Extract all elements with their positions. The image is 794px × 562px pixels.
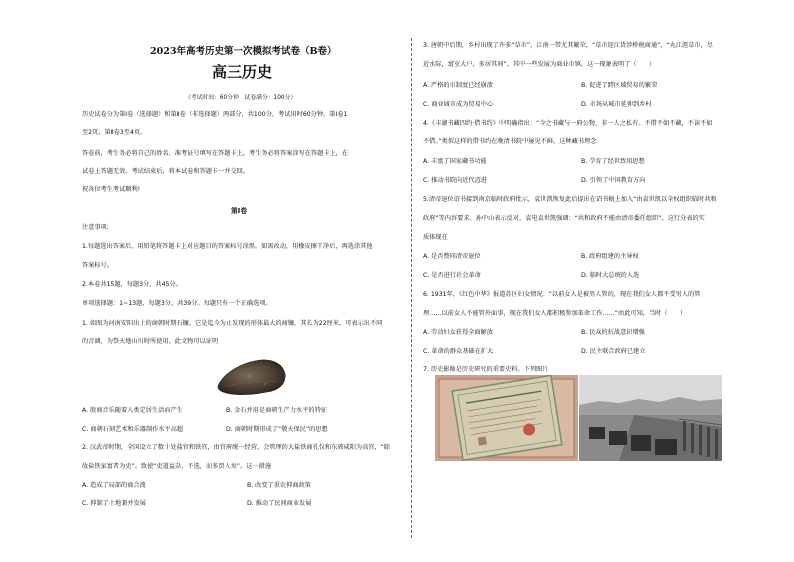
q1-option-d[interactable]: D. 商朝时期形成了“敬天保民”的思想 xyxy=(226,426,328,433)
subject-title: 高三历史 xyxy=(212,63,273,81)
q6-option-d[interactable]: D. 民主联合政府已建立 xyxy=(581,348,646,355)
q5-stem-2: 政府”等内容要求。孙中山表示反对，袁电袁世凯强调：“共和政府不能由清帝委任组织”。这行分表的实 xyxy=(423,215,705,222)
q3-option-d[interactable]: D. 市场从城市延伸到乡村 xyxy=(581,101,652,108)
q6-stem-1: 6. 1931年，《红色中华》报道苏区妇女情况：“以前女人是被男人管的，现在我们女人都不受男人的管 xyxy=(423,291,701,298)
q2-option-c[interactable]: C. 抑制了土地兼并发展 xyxy=(82,500,146,507)
column-divider xyxy=(411,38,413,538)
q2-option-b[interactable]: B. 改变了重农抑商政策 xyxy=(247,482,311,489)
q3-option-c[interactable]: C. 商业城市成为贸易中心 xyxy=(423,101,494,108)
q6-option-b[interactable]: B. 民众的抗战意识增强 xyxy=(581,329,645,336)
q4-option-c[interactable]: C. 推动书院向近代迈进 xyxy=(423,177,487,184)
q1-stem-2: 的音调，为祭天地山川时所使用。此文物可以证明 xyxy=(82,338,219,345)
note-line-4: 单项选择题：1~13题，每题3分，共39分。每题只有一个正确选项。 xyxy=(82,300,272,307)
notes-title: 注意事项: xyxy=(82,224,109,231)
q4-option-d[interactable]: D. 引领了中国教育方向 xyxy=(581,177,646,184)
instruction-line-4: 试卷上答题无效。考试结束后，将本试卷和答题卡一并交回。 xyxy=(82,168,250,175)
q3-option-b[interactable]: B. 促进了跨区域贸易的繁荣 xyxy=(581,82,658,89)
q6-stem-2: 理……以前女人不能管外面事，现在我们女人都积极参加革命工作……”由此可知，当时（ ） xyxy=(423,310,687,317)
q1-option-c[interactable]: C. 商朝石刻艺术和乐器制作水平高超 xyxy=(82,426,184,433)
q5-option-c[interactable]: C. 是否进行社会革命 xyxy=(423,272,481,279)
q1-option-b[interactable]: B. 金石并用是商朝生产力水平的特征 xyxy=(226,407,327,414)
instruction-line-2: 至2页，第Ⅱ卷3至4页。 xyxy=(82,129,147,136)
q5-option-d[interactable]: D. 临时大总统的人选 xyxy=(581,272,640,279)
instruction-line-3: 答卷前，考生务必将自己的姓名、准考证号填写在答题卡上，考生务必将答案涂写在答题卡上，在 xyxy=(82,150,349,157)
q5-stem-3: 质体现在 xyxy=(423,234,448,241)
q2-stem-2: 故盐铁家富者为吏”。致使“吏道益杂，不选，而多贾人矣”。这一措施 xyxy=(82,463,272,470)
exam-title: 2023年高考历史第一次模拟考试卷（B卷） xyxy=(150,46,337,57)
q6-option-a[interactable]: A. 劳动妇女获得全面解放 xyxy=(423,329,493,336)
time-info: （考试时间：60分钟 试卷满分：100分） xyxy=(185,95,297,101)
stone-chime-image xyxy=(215,354,287,398)
q7-stem: 7. 历史影像是历史研究的重要史料。下列图片 xyxy=(423,366,549,373)
q3-stem-2: 近水际，富室大户，多居其间”。其中一些发展为商业市镇。这一现象表明了（ ） xyxy=(423,61,656,68)
q4-stem-1: 4.《丰湖书藏四约·借书约》中明确指出：“今之书藏与一府公物，非一人之私有。不借不如不藏，不读不如 xyxy=(423,120,713,127)
q6-option-c[interactable]: C. 革命的群众基础在扩大 xyxy=(423,348,494,355)
historical-photo-image xyxy=(579,375,722,461)
q4-option-b[interactable]: B. 孕育了经世致用思想 xyxy=(581,158,645,165)
note-line-3: 2.本卷共15题，每题3分，共45分。 xyxy=(82,281,182,288)
q1-stem-1: 1. 如图为河南安阳出土的商朝时期石镰，它是迄今为止发现的形体最大的商镰，其长为22厘米，可表示出不同 xyxy=(82,320,383,327)
q5-option-b[interactable]: B. 政府组建的主导权 xyxy=(581,253,639,260)
q3-option-a[interactable]: A. 严格的市制度已经崩溃 xyxy=(423,82,493,89)
q2-option-a[interactable]: A. 造成了局部的商合流 xyxy=(82,482,146,489)
instruction-line-1: 历史试卷分为第Ⅰ卷（选择题）和第Ⅱ卷（非选择题）两部分，共100分，考试用时60分钟。第Ⅰ卷1 xyxy=(82,111,348,118)
q4-stem-2: 不借。”类似这样的借书约在晚清书院中屡见不鲜。这种藏书理念 xyxy=(423,138,597,145)
q2-stem-1: 2. 汉武帝时期，全国设立了数十处盐官和铁官，由官府统一经营，会管理的大盐铁商孔仅和东郭咸阳为高官，“除 xyxy=(82,444,391,451)
section-heading: 第Ⅰ卷 xyxy=(231,207,248,215)
q4-option-a[interactable]: A. 丰富了国家藏书功能 xyxy=(423,158,487,165)
note-line-2: 答案标号。 xyxy=(82,262,113,269)
q2-option-d[interactable]: D. 推动了民间商业发展 xyxy=(247,500,312,507)
certificate-image xyxy=(435,375,578,461)
note-line-1: 1.每题选出答案后，用铅笔将答题卡上对应题目的答案标号涂黑。如需改动，用橡皮擦干净后，再选涂其他 xyxy=(82,243,373,250)
good-luck-line: 祝各位考生考试顺利! xyxy=(82,186,141,193)
q3-stem-1: 3. 唐朝中后期，乡村出现了许多“草市”，江南一带尤其繁荣，“草市迎江货涉桥税商通”，“丸江涯草市，尽 xyxy=(423,42,713,49)
q5-stem-1: 5.清帝退位诏书接到南京临时政府批示，袁世凯恢复此后提出在诏书稿上加入“由袁世凯以全权组织临时共和 xyxy=(423,196,717,203)
q1-option-a[interactable]: A. 殷商音乐随着人类定居生活而产生 xyxy=(82,407,183,414)
q5-option-a[interactable]: A. 是否赞同清帝退位 xyxy=(423,253,481,260)
